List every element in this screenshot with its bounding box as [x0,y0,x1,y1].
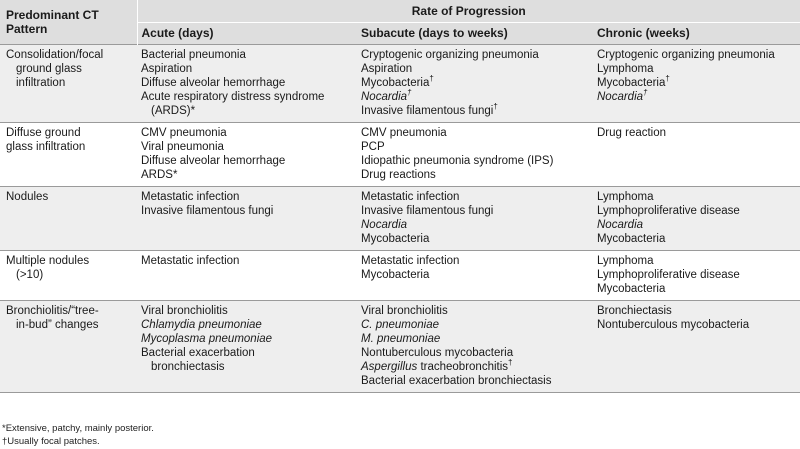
acute-entry: Metastatic infection [141,254,240,267]
acute-entry: Metastatic infection [141,190,240,203]
chronic-entry: Lymphoma [597,190,654,203]
table-row [0,122,800,186]
chronic-entry: Lymphoproliferative disease [597,268,740,281]
pattern-line: Diffuse ground [6,126,81,139]
footnote: *Extensive, patchy, mainly posterior. [2,423,154,434]
subacute-entry: Metastatic infection [361,190,460,203]
pattern-cell [0,300,137,392]
acute-entry: Aspiration [141,62,193,75]
chronic-entry: Mycobacteria [597,232,666,245]
header-acute: Acute (days) [137,22,357,44]
header-pattern: Predominant CT Pattern [0,0,137,44]
subacute-entry: M. pneumoniae [361,332,441,345]
pattern-line: Consolidation/focal [6,48,104,61]
subacute-cell [357,186,593,250]
acute-cell [137,122,357,186]
pattern-line: Nodules [6,190,49,203]
acute-cell [137,44,357,122]
chronic-cell [593,122,800,186]
chronic-cell [593,186,800,250]
subacute-entry: Nocardia [361,218,408,231]
table-row [0,250,800,300]
subacute-entry: Invasive filamentous fungi† [361,101,498,117]
subacute-entry: Idiopathic pneumonia syndrome (IPS) [361,154,554,167]
subacute-entry: Aspiration [361,62,413,75]
subacute-entry: Nocardia† [361,87,412,103]
subacute-cell [357,44,593,122]
acute-entry: bronchiectasis [151,360,225,373]
pattern-cell [0,122,137,186]
header-chronic: Chronic (weeks) [593,22,800,44]
pattern-cell [0,44,137,122]
chronic-cell [593,44,800,122]
subacute-entry: PCP [361,140,385,153]
footnote: †Usually focal patches. [2,436,100,447]
pattern-line: glass infiltration [6,140,86,153]
chronic-entry: Nontuberculous mycobacteria [597,318,750,331]
pattern-line: infiltration [16,76,66,89]
subacute-entry: Viral bronchiolitis [361,304,448,317]
subacute-entry: Invasive filamentous fungi [361,204,494,217]
acute-entry: Viral bronchiolitis [141,304,228,317]
acute-entry: Bacterial exacerbation [141,346,255,359]
acute-cell [137,186,357,250]
subacute-entry: Drug reactions [361,168,436,181]
chronic-entry: Mycobacteria [597,282,666,295]
subacute-cell [357,250,593,300]
subacute-entry: Nontuberculous mycobacteria [361,346,514,359]
pattern-cell [0,250,137,300]
table-row [0,300,800,392]
pattern-line: Bronchiolitis/“tree- [6,304,99,317]
subacute-entry: Cryptogenic organizing pneumonia [361,48,539,61]
acute-entry: ARDS* [141,168,178,181]
acute-entry: Mycoplasma pneumoniae [141,332,273,345]
table-row [0,186,800,250]
chronic-entry: Bronchiectasis [597,304,672,317]
subacute-entry: CMV pneumonia [361,126,447,139]
subacute-entry: C. pneumoniae [361,318,439,331]
chronic-entry: Nocardia† [597,87,648,103]
pattern-line: ground glass [16,62,82,75]
subacute-entry: Mycobacteria [361,268,430,281]
subacute-entry: Metastatic infection [361,254,460,267]
chronic-entry: Drug reaction [597,126,667,139]
header-rate-of-progression: Rate of Progression [137,0,800,22]
acute-entry: (ARDS)* [151,104,196,117]
subacute-cell [357,300,593,392]
acute-cell [137,300,357,392]
footnotes [2,422,154,448]
table-row [0,44,800,122]
chronic-entry: Lymphoma [597,62,654,75]
chronic-entry: Lymphoproliferative disease [597,204,740,217]
chronic-cell [593,250,800,300]
acute-entry: Diffuse alveolar hemorrhage [141,76,286,89]
acute-entry: Invasive filamentous fungi [141,204,274,217]
acute-entry: Diffuse alveolar hemorrhage [141,154,286,167]
acute-entry: Chlamydia pneumoniae [141,318,262,331]
subacute-entry: Bacterial exacerbation bronchiectasis [361,374,552,387]
acute-entry: Bacterial pneumonia [141,48,246,61]
chronic-entry: Cryptogenic organizing pneumonia [597,48,775,61]
chronic-cell [593,300,800,392]
acute-entry: CMV pneumonia [141,126,227,139]
pattern-cell [0,186,137,250]
subacute-entry: Mycobacteria† [361,73,434,89]
subacute-cell [357,122,593,186]
pattern-line: (>10) [16,268,44,281]
acute-entry: Viral pneumonia [141,140,224,153]
pattern-line: Multiple nodules [6,254,90,267]
chronic-entry: Nocardia [597,218,644,231]
acute-entry: Acute respiratory distress syndrome [141,90,325,103]
chronic-entry: Mycobacteria† [597,73,670,89]
pattern-line: in-bud” changes [16,318,99,331]
acute-cell [137,250,357,300]
header-subacute: Subacute (days to weeks) [357,22,593,44]
chronic-entry: Lymphoma [597,254,654,267]
subacute-entry: Aspergillus tracheobronchitis† [361,357,513,373]
subacute-entry: Mycobacteria [361,232,430,245]
